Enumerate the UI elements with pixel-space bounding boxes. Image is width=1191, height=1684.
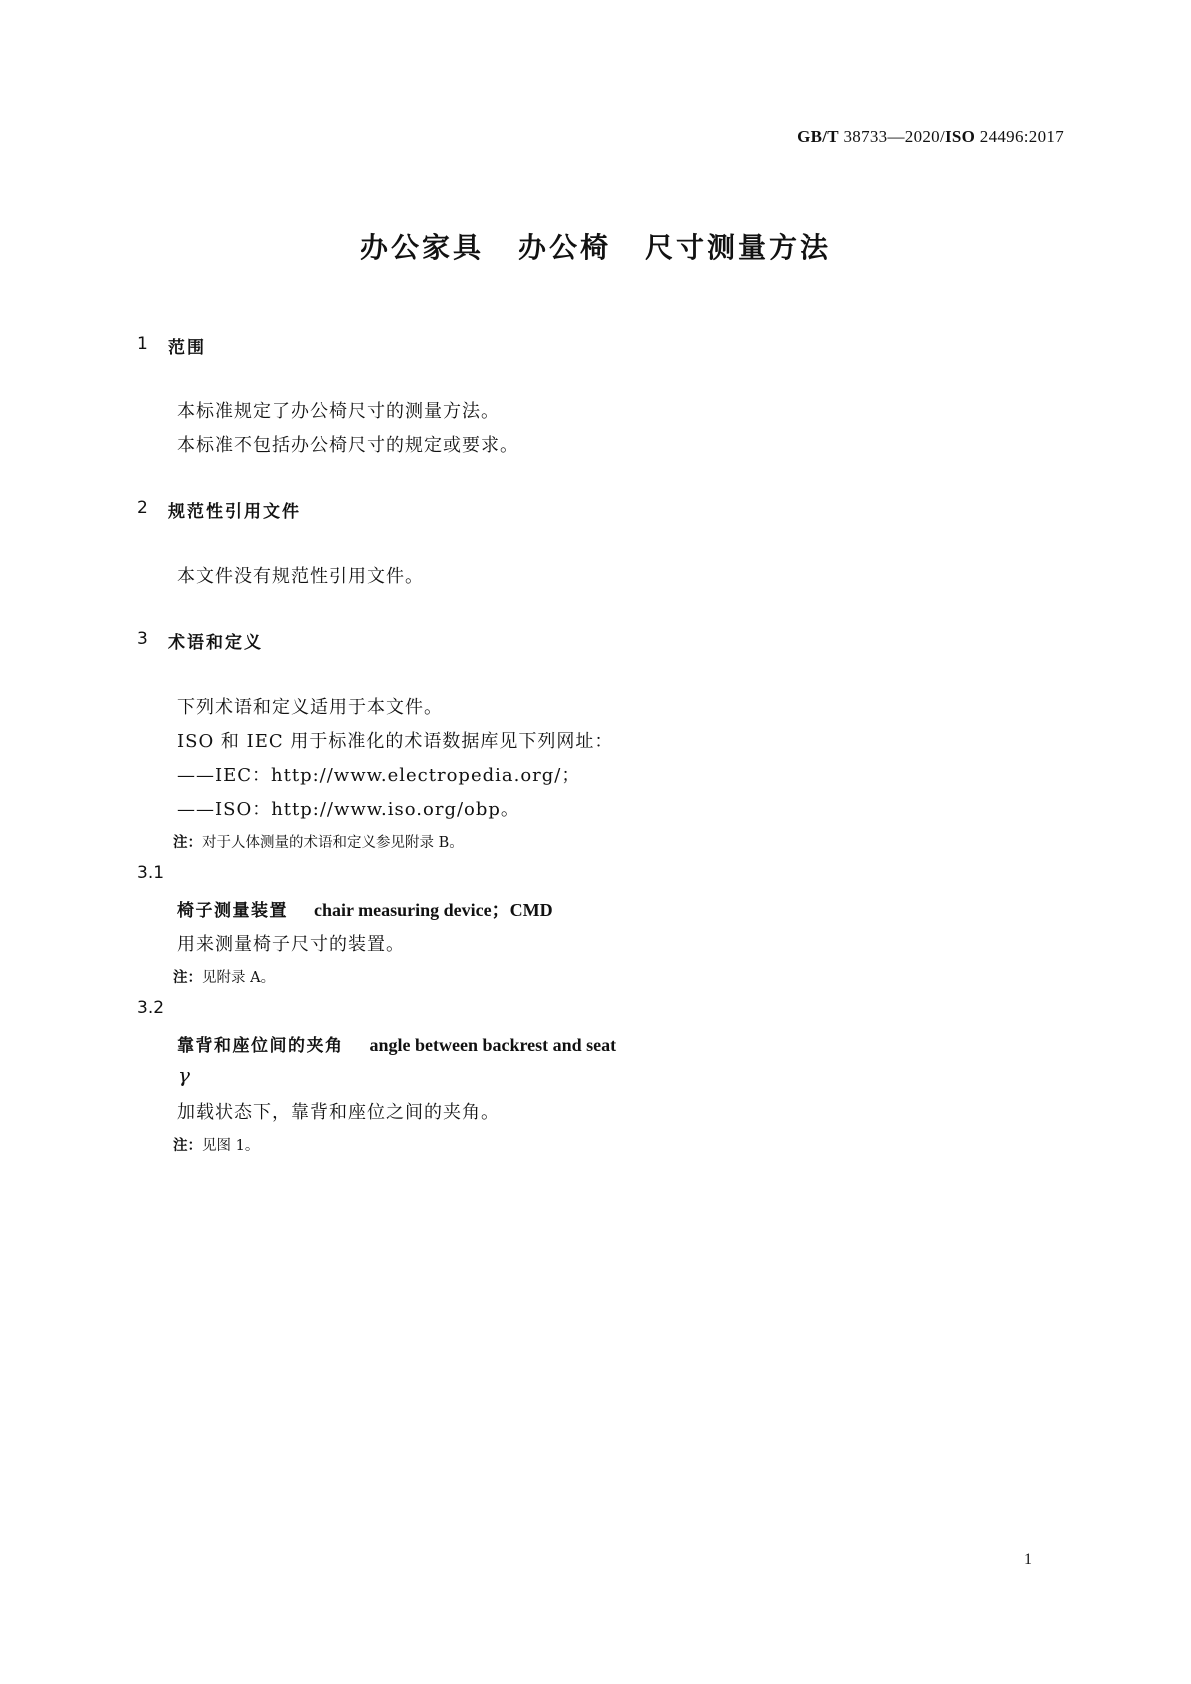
term-3-2-chinese: 靠背和座位间的夹角 xyxy=(177,1036,344,1056)
term-3-2-english: angle between backrest and seat xyxy=(369,1035,617,1055)
term-3-1-definition: 用来测量椅子尺寸的装置。 xyxy=(177,934,405,955)
standard-code xyxy=(797,127,1064,147)
section-3-title: 术语和定义 xyxy=(168,633,263,653)
term-3-2-definition: 加载状态下，靠背和座位之间的夹角。 xyxy=(177,1102,500,1123)
code-gb-number: 38733—2020/ xyxy=(843,127,945,146)
term-3-2-number: 3.2 xyxy=(137,998,165,1018)
section-3-iso-link: ——ISO：http://www.iso.org/obp。 xyxy=(177,799,520,820)
section-3-paragraph-1: 下列术语和定义适用于本文件。 xyxy=(177,697,443,718)
section-3-note xyxy=(173,831,464,852)
note-text: 见附录 A。 xyxy=(202,970,276,986)
title-part-3: 尺寸测量方法 xyxy=(645,231,832,264)
note-label: 注： xyxy=(173,970,202,986)
section-2-paragraph-1: 本文件没有规范性引用文件。 xyxy=(177,566,424,587)
code-iso-number: 24496:2017 xyxy=(979,127,1064,146)
note-text: 对于人体测量的术语和定义参见附录 B。 xyxy=(202,835,464,851)
section-3-number: 3 xyxy=(137,629,148,649)
term-3-1-note xyxy=(173,966,275,987)
note-label: 注： xyxy=(173,1138,202,1154)
section-1-title: 范围 xyxy=(168,338,206,358)
section-3-iec-link: ——IEC：http://www.electropedia.org/； xyxy=(177,765,581,786)
code-gb: GB/T xyxy=(797,127,839,146)
section-1-number: 1 xyxy=(137,334,148,354)
term-3-1-chinese: 椅子测量装置 xyxy=(177,901,288,921)
section-1-paragraph-2: 本标准不包括办公椅尺寸的规定或要求。 xyxy=(177,435,519,456)
term-3-2-heading xyxy=(177,1031,616,1056)
term-3-1-number: 3.1 xyxy=(137,863,165,883)
title-part-1: 办公家具 xyxy=(359,231,484,264)
note-label: 注： xyxy=(173,835,202,851)
page-number: 1 xyxy=(1024,1551,1032,1568)
section-3-paragraph-2: ISO 和 IEC 用于标准化的术语数据库见下列网址： xyxy=(177,731,614,752)
term-3-1-english: chair measuring device；CMD xyxy=(314,900,553,920)
section-2-title: 规范性引用文件 xyxy=(168,502,301,522)
note-text: 见图 1。 xyxy=(202,1138,260,1154)
section-1-paragraph-1: 本标准规定了办公椅尺寸的测量方法。 xyxy=(177,401,500,422)
section-2-number: 2 xyxy=(137,498,148,518)
title-part-2: 办公椅 xyxy=(517,231,611,264)
term-3-2-symbol: γ xyxy=(178,1063,190,1087)
document-title xyxy=(0,226,1191,266)
code-iso: ISO xyxy=(945,127,976,146)
term-3-2-note xyxy=(173,1134,259,1155)
term-3-1-heading xyxy=(177,896,553,922)
